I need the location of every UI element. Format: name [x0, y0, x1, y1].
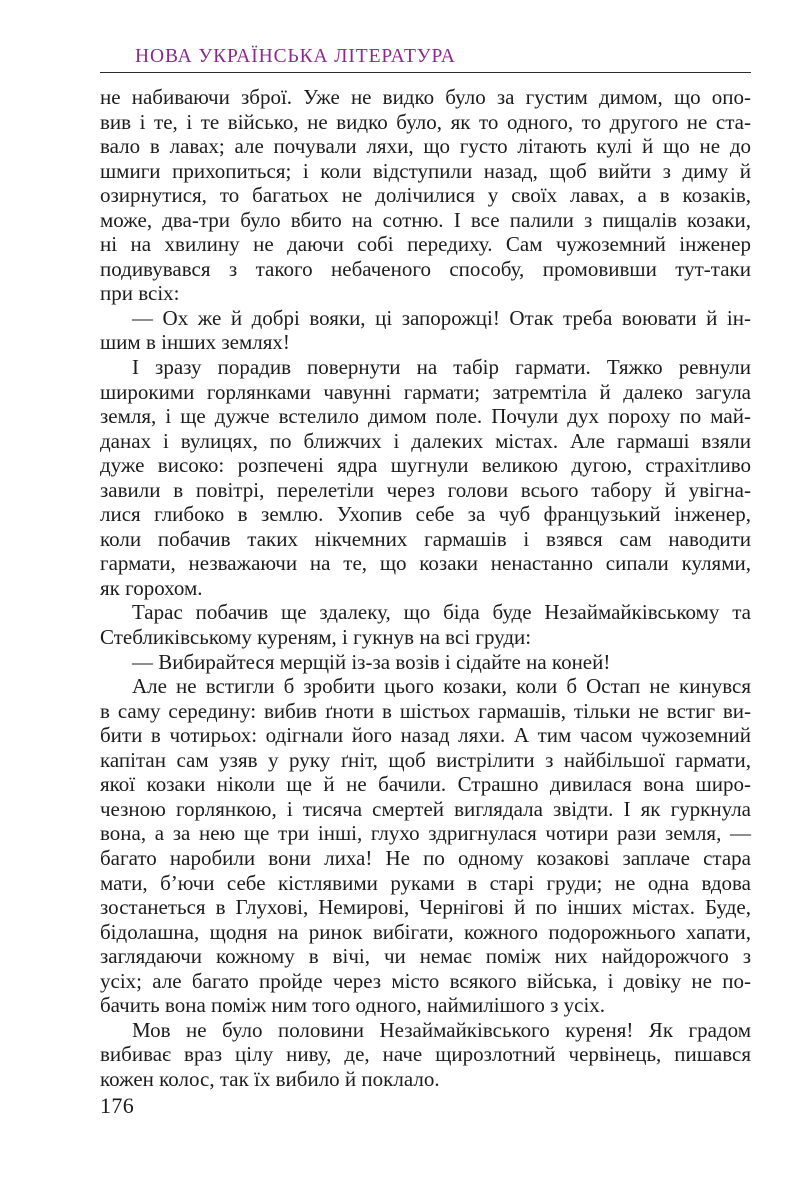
text-line: — Ох же й добрі вояки, ці запорожці! Отак треба воювати й ін-	[132, 305, 751, 330]
text-line: вона, а за нею ще три інші, глухо здригнулася чотири рази земля, —	[100, 821, 751, 846]
text-line: усіх; але багато пройде через місто всякого війська, і довіку не по-	[100, 968, 751, 993]
text-line: чезною горлянкою, і тисяча смертей виглядала звідти. І як гуркнула	[100, 796, 751, 821]
text-line: ні на хвилину не даючи собі передиху. Сам чужоземний інженер	[100, 232, 751, 257]
text-line: не набиваючи зброї. Уже не видко було за густим димом, що опо-	[100, 85, 751, 109]
text-line: Тарас побачив ще здалеку, що біда буде Незаймайківському та	[132, 600, 751, 625]
text-line: гармати, незважаючи на те, що козаки ненастанно сипали кулями,	[100, 551, 751, 576]
text-line: шмиги прихопиться; і коли відступили назад, щоб вийти з диму й	[100, 158, 751, 183]
text-line: широкими горлянками чавунні гармати; затремтіла й далеко загула	[100, 379, 751, 404]
text-line: кожен колос, так їх вибило й поклало.	[100, 1066, 440, 1091]
running-head-title: НОВА УКРАЇНСЬКА ЛІТЕРАТУРА	[135, 46, 456, 67]
text-line: вало в лавах; але почували ляхи, що густо літають кулі й що не до	[100, 134, 751, 159]
text-line: Але не встигли б зробити цього козаки, коли б Остап не кинувся	[132, 674, 751, 699]
text-line: земля, і ще дужче встелило димом поле. Почули дух пороху по май-	[100, 404, 751, 429]
text-line: подивувався з такого небаченого способу, промовивши тут-таки	[100, 256, 751, 281]
text-line: — Вибирайтеся мерщій із-за возів і сідайте на коней!	[132, 649, 611, 674]
text-line: данах і вулицях, по ближчих і далеких містах. Але гармаші взяли	[100, 428, 751, 453]
text-line: лися глибоко в землю. Ухопив себе за чуб французький інженер,	[100, 502, 751, 527]
text-line: капітан сам узяв у руку ґніт, щоб вистрілити з найбільшої гармати,	[100, 747, 751, 772]
text-line: Стебликівському куреням, і гукнув на всі груди:	[100, 625, 532, 650]
text-line: коли побачив таких нікчемних гармашів і взявся сам наводити	[100, 526, 751, 551]
text-line: бити в чотирьох: одігнали його назад ляхи. А тим часом чужоземний	[100, 723, 751, 748]
body-text	[100, 85, 751, 1091]
text-line: може, два-три було вбито на сотню. І все палили з пищалів козаки,	[100, 207, 751, 232]
text-line: бачить вона поміж ним того одного, наймилішого з усіх.	[100, 993, 606, 1018]
text-line: в саму середину: вибив ґноти в шістьох гармашів, тільки не встиг ви-	[100, 698, 751, 723]
page-number: 176	[100, 1093, 135, 1118]
text-line: вибиває враз цілу ниву, де, наче щирозлотний червінець, пишався	[100, 1042, 751, 1067]
text-line: якої козаки ніколи ще й не бачили. Страшно дивилася вона широ-	[100, 772, 751, 797]
text-line: при всіх:	[100, 281, 180, 306]
text-line: вив і те, і те військо, не видко було, як то одного, то другого не ста-	[100, 109, 751, 134]
text-line: як горохом.	[100, 575, 203, 600]
text-line: завили в повітрі, перелетіли через голови всього табору й увігна-	[100, 477, 751, 502]
text-line: Мов не було половини Незаймайківського куреня! Як градом	[132, 1017, 751, 1042]
text-line: бідолашна, щодня на ринок вибігати, кожного подорожнього хапати,	[100, 919, 751, 944]
text-line: зостанеться в Глухові, Немирові, Чернігові й по інших містах. Буде,	[100, 895, 751, 920]
text-line: озирнутися, то багатьох не долічилися у своїх лавах, а в козаків,	[100, 183, 751, 208]
header-rule	[100, 72, 751, 73]
text-line: мати, б’ючи себе кістлявими руками в старі груди; не одна вдова	[100, 870, 751, 895]
text-line: багато наробили вони лиха! Не по одному козакові заплаче стара	[100, 845, 751, 870]
text-line: І зразу порадив повернути на табір гармати. Тяжко ревнули	[132, 355, 751, 380]
text-line: дуже високо: розпечені ядра шугнули великою дугою, страхітливо	[100, 453, 751, 478]
text-line: шим в інших землях!	[100, 330, 290, 355]
text-line: заглядаючи кожному в вічі, чи немає поміж них найдорожчого з	[100, 944, 751, 969]
